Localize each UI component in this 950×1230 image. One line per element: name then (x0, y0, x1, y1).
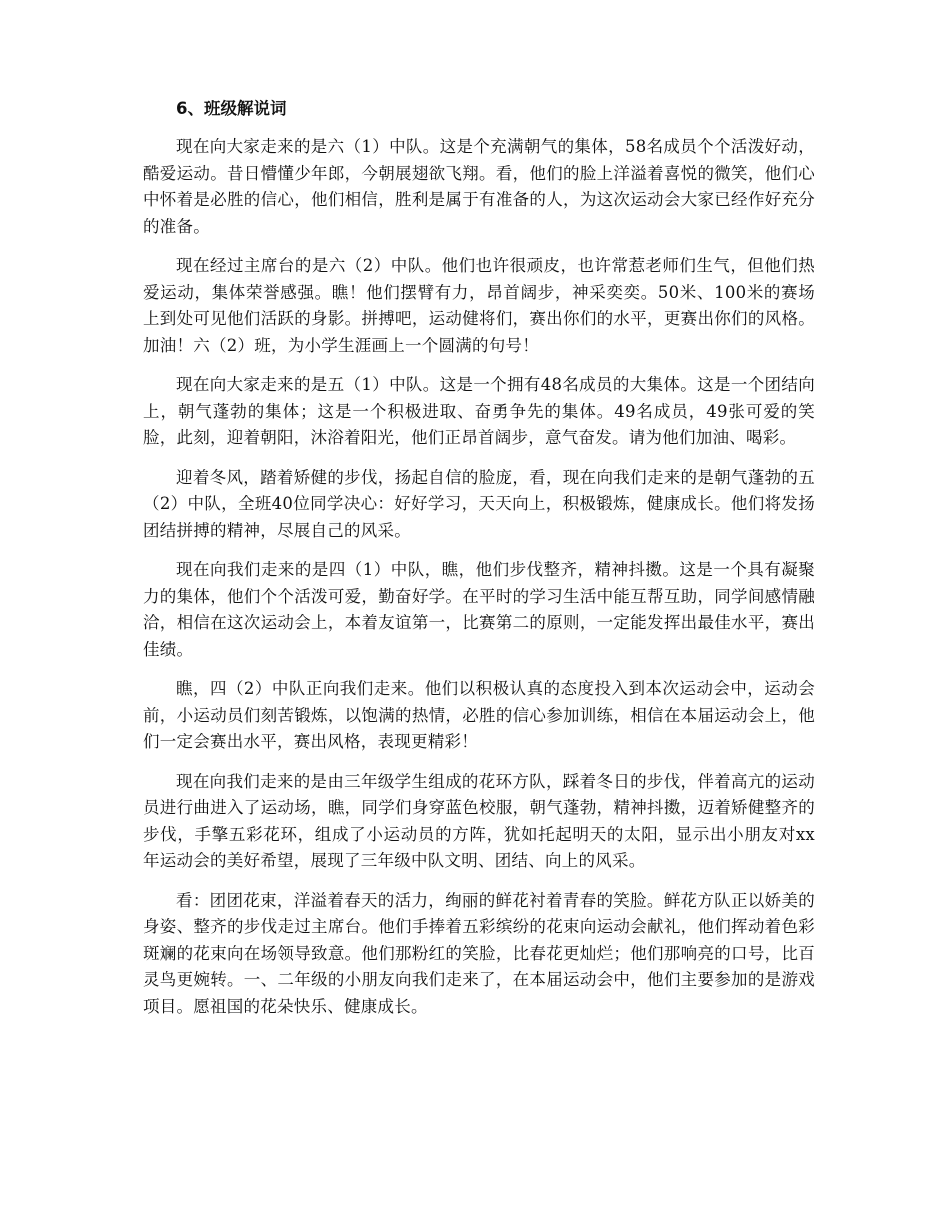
paragraph-class-4-2: 瞧，四（2）中队正向我们走来。他们以积极认真的态度投入到本次运动会中，运动会前，小运动员们刻苦锻炼，以饱满的热情，必胜的信心参加训练，相信在本届运动会上，他们一定会赛出水平，赛出风格，表现更精彩！ (143, 679, 815, 751)
paragraph-class-5-1: 现在向大家走来的是五（1）中队。这是一个拥有48名成员的大集体。这是一个团结向上，朝气蓬勃的集体；这是一个积极进取、奋勇争先的集体。49名成员，49张可爱的笑脸，此刻，迎着朝阳，沐浴着阳光，他们正昂首阔步，意气奋发。请为他们加油、喝彩。 (143, 375, 815, 447)
paragraph-class-5-2: 迎着冬风，踏着矫健的步伐，扬起自信的脸庞，看，现在向我们走来的是朝气蓬勃的五（2）中队，全班40位同学决心：好好学习，天天向上，积极锻炼，健康成长。他们将发扬团结拼搏的精神，尽展自己的风采。 (143, 467, 815, 540)
paragraph-class-4-1: 现在向我们走来的是四（1）中队，瞧，他们步伐整齐，精神抖擞。这是一个具有凝聚力的集体，他们个个活泼可爱，勤奋好学。在平时的学习生活中能互帮互助，同学间感情融洽，相信在这次运动会上，本着友谊第一，比赛第二的原则，一定能发挥出最佳水平，赛出佳绩。 (143, 560, 815, 659)
paragraph-class-6-2: 现在经过主席台的是六（2）中队。他们也许很顽皮，也许常惹老师们生气，但他们热爱运动，集体荣誉感强。瞧！他们摆臂有力，昂首阔步，神采奕奕。50米、100米的赛场上到处可见他们活跃的身影。拼搏吧，运动健将们，赛出你们的水平，更赛出你们的风格。加油！六（2）班，为小学生涯画上一个圆满的句号！ (143, 256, 815, 355)
paragraph-flower-team: 看：团团花束，洋溢着春天的活力，绚丽的鲜花衬着青春的笑脸。鲜花方队正以娇美的身姿、整齐的步伐走过主席台。他们手捧着五彩缤纷的花束向运动会献礼，他们挥动着色彩斑斓的花束向在场领导致意。他们那粉红的笑脸，比春花更灿烂；他们那响亮的口号，比百灵鸟更婉转。一、二年级的小朋友向我们走来了，在本届运动会中，他们主要参加的是游戏项目。愿祖国的花朵快乐、健康成长。 (143, 890, 815, 1016)
paragraph-class-6-1: 现在向大家走来的是六（1）中队。这是个充满朝气的集体，58名成员个个活泼好动，酷爱运动。昔日懵懂少年郎，今朝展翅欲飞翔。看，他们的脸上洋溢着喜悦的微笑，他们心中怀着是必胜的信心，他们相信，胜利是属于有准备的人，为这次运动会大家已经作好充分的准备。 (143, 137, 815, 236)
section-heading: 6、班级解说词 (176, 99, 287, 118)
paragraph-grade-3-wreath-team: 现在向我们走来的是由三年级学生组成的花环方队，踩着冬日的步伐，伴着高亢的运动员进行曲进入了运动场，瞧，同学们身穿蓝色校服，朝气蓬勃，精神抖擞，迈着矫健整齐的步伐，手擎五彩花环，组成了小运动员的方阵，犹如托起明天的太阳，显示出小朋友对xx年运动会的美好希望，展现了三年级中队文明、团结、向上的风采。 (143, 771, 815, 870)
document-page (143, 96, 815, 1033)
